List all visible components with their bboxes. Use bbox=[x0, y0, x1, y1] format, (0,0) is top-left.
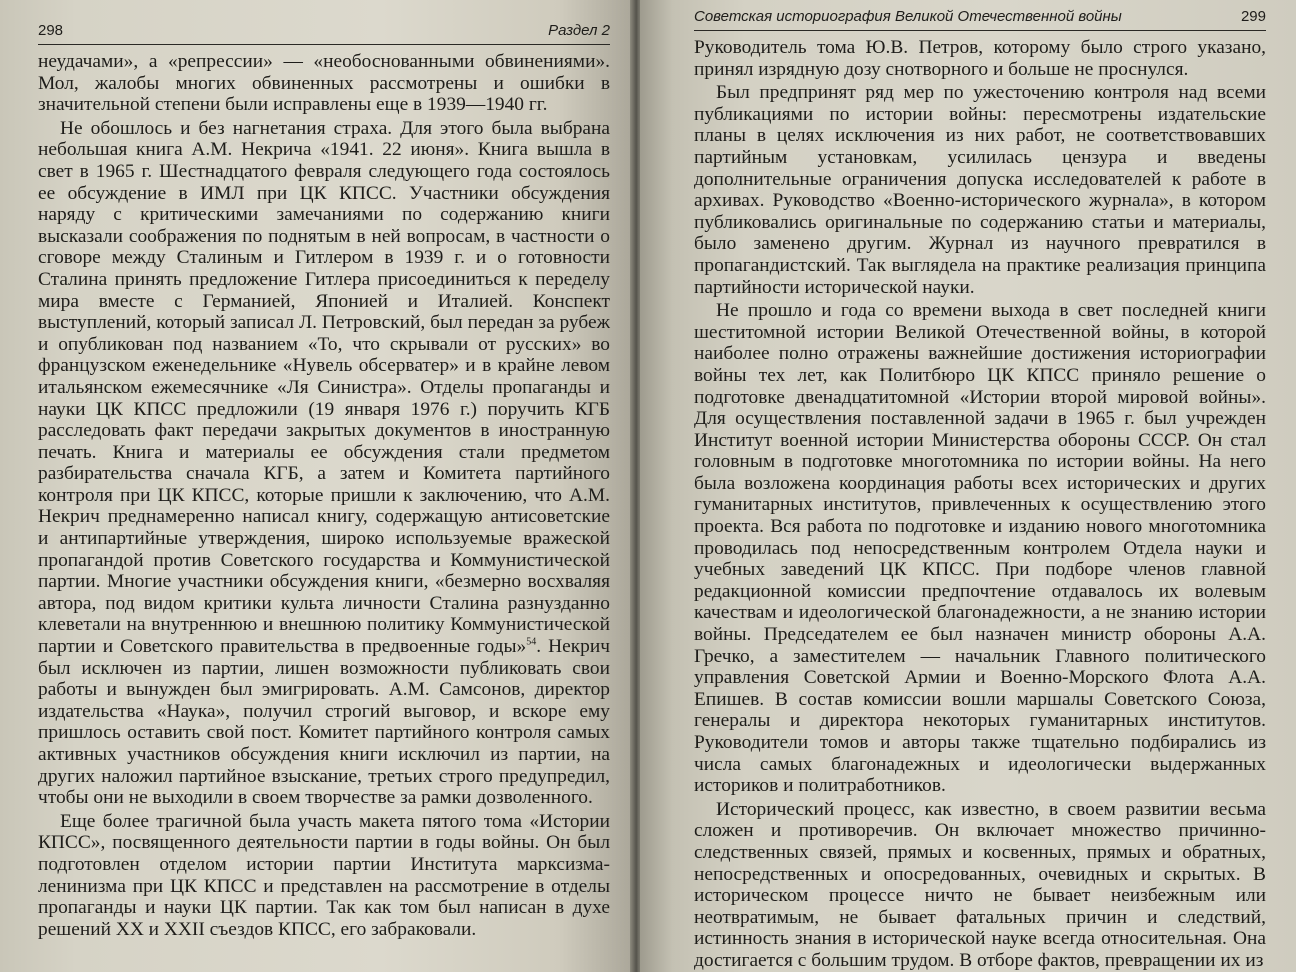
page-number: 299 bbox=[1240, 8, 1266, 25]
left-page bbox=[0, 0, 636, 972]
paragraph: Руководитель тома Ю.В. Петров, которому было строго указано, принял изрядную дозу снотворного и больше не проснулся. bbox=[694, 37, 1266, 80]
paragraph-text: Не обошлось и без нагнетания страха. Для этого была выбрана небольшая книга А.М. Некрича «1941. 22 июня». Книга вышла в свет в 1965 г. Шестнадцатого февраля следующего года состоялось ее обсуждение в ИМЛ при ЦК КПСС. Участники обсуждения наряду с критическими замечаниями по содержанию книги высказали соображения по поднятым в ней вопросам, в частности о сговоре между Сталиным и Гитлером в 1939 г. и о готовности Сталина принять предложение Гитлера присоединиться к переделу мира вместе с Германией, Японией и Италией. Конспект выступлений, который записал Л. Петровский, был передан за рубеж и опубликован под названием «То, что скрывали от русских» во французском еженедельнике «Нувель обсерватер» и в крайне левом итальянском ежемесячнике «Ля Синистра». Отделы пропаганды и науки ЦК КПСС предложили (19 января 1976 г.) поручить КГБ расследовать факт передачи закрытых документов в иностранную печать. Книга и материалы ее обсуждения стали предметом разбирательства сначала КГБ, а затем и Комитета партийного контроля при ЦК КПСС, которые пришли к заключению, что А.М. Некрич преднамеренно написал книгу, содержащую антисоветские и антипартийные утверждения, широко используемые вражеской пропагандой против Советского государства и Коммунистической партии. Многие участники обсуждения книги, «безмерно восхваляя автора, под видом критики культа личности Сталина разнузданно клеветали на внутреннюю и внешнюю политику Коммунистической партии и Советского правительства в предвоенные годы» bbox=[38, 117, 610, 658]
paragraph-text-continued: . Некрич был исключен из партии, лишен возможности публиковать свои работы и вынужден был эмигрировать. А.М. Самсонов, директор издательства «Наука», получил строгий выговор, и вскоре ему пришлось оставить свой пост. Комитет партийного контроля самых активных участников обсуждения книги исключил из партии, на других наложил партийное взыскание, третьих строго предупредил, чтобы они не выходили в своем творчестве за рамки дозволенного. bbox=[38, 636, 610, 809]
right-page-body bbox=[694, 37, 1266, 972]
paragraph bbox=[38, 118, 610, 809]
running-header: Раздел 2 bbox=[548, 22, 610, 39]
right-page-header bbox=[694, 8, 1266, 31]
paragraph: неудачами», а «репрессии» — «необоснованными обвинениями». Мол, жалобы многих обвиненных рассмотрены и ошибки в значительной степени были исправлены еще в 1939—1940 гг. bbox=[38, 51, 610, 116]
right-page bbox=[640, 0, 1296, 972]
running-header: Советская историография Великой Отечественной войны bbox=[694, 8, 1122, 25]
page-number: 298 bbox=[38, 22, 64, 39]
paragraph: Был предпринят ряд мер по ужесточению контроля над всеми публикациями по истории войны: пересмотрены издательские планы в целях исключения из них работ, не соответствовавших партийным установкам, усилилась цензура и введены дополнительные ограничения допуска исследователей к работе в архивах. Руководство «Военно-исторического журнала», в котором публиковались оригинальные по содержанию статьи и материалы, было заменено другим. Журнал из научного превратился в пропагандистский. Так выглядела на практике реализация принципа партийности исторической науки. bbox=[694, 82, 1266, 298]
paragraph: Не прошло и года со времени выхода в свет последней книги шеститомной истории Великой Отечественной войны, в которой наиболее полно отражены важнейшие достижения историографии войны тех лет, как Политбюро ЦК КПСС приняло решение о подготовке двенадцатитомной «Истории второй мировой войны». Для осуществления поставленной задачи в 1965 г. был учрежден Институт военной истории Министерства обороны СССР. Он стал головным в подготовке многотомника по истории войны. На него была возложена координация работы всех исторических и других гуманитарных институтов, привлеченных к осуществлению этого проекта. Вся работа по подготовке и изданию нового многотомника проводилась под непосредственным контролем Отдела науки и учебных заведений ЦК КПСС. При подборе членов главной редакционной комиссии предпочтение отдавалось их волевым качествам и идеологической благонадежности, а не знанию истории войны. Председателем ее был назначен министр обороны А.А. Гречко, а заместителем — начальник Главного политического управления Советской Армии и Военно-Морского Флота А.А. Епишев. В состав комиссии вошли маршалы Советского Союза, генералы и директора некоторых гуманитарных институтов. Руководители томов и авторы также тщательно подбирались из числа самых благонадежных и идеологически выдержанных историков и политработников. bbox=[694, 300, 1266, 797]
paragraph: Исторический процесс, как известно, в своем развитии весьма сложен и противоречив. Он включает множество причинно-следственных связей, прямых и косвенных, прямых и обратных, непосредственных и опосредованных, очевидных и скрытых. В историческом процессе ничто не бывает неизбежным или неотвратимым, не бывает фатальных причин и следствий, истинность знания в исторической науке всегда относительная. Она достигается с большим трудом. В отборе фактов, превращении их из bbox=[694, 798, 1266, 971]
paragraph: Еще более трагичной была участь макета пятого тома «Истории КПСС», посвященного деятельности партии в годы войны. Он был подготовлен отделом истории партии Института марксизма-ленинизма при ЦК КПСС и представлен на рассмотрение в отделы пропаганды и науки ЦК партии. Так как том был написан в духе решений XX и XXII съездов КПСС, его забраковали. bbox=[38, 810, 610, 940]
left-page-header bbox=[38, 22, 610, 45]
footnote-marker: 54 bbox=[526, 636, 537, 648]
left-page-body bbox=[38, 51, 610, 940]
